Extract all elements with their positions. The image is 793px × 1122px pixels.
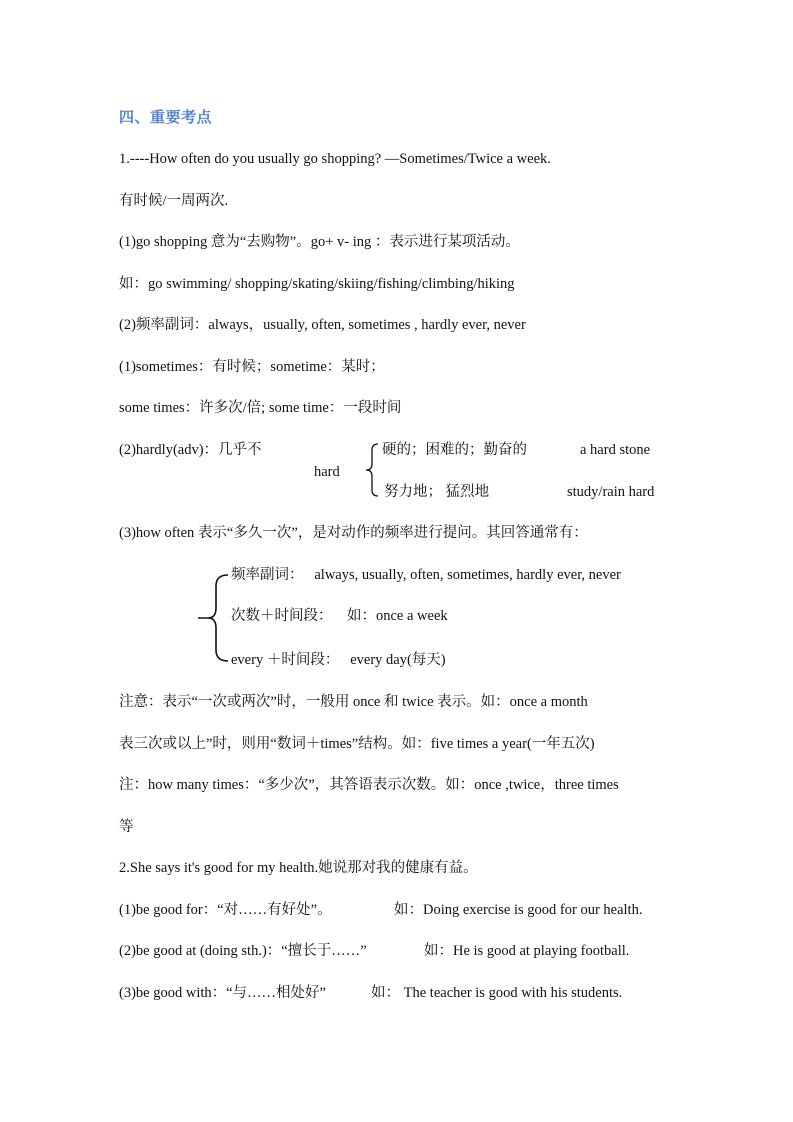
note-three-or-more: 表三次或以上”时，则用“数词＋times”结构。如：five times a year(一年五次): [119, 736, 595, 752]
good-for-phrase: (1)be good for：“对……有好处”。: [119, 902, 332, 918]
note-etc: 等: [119, 819, 134, 835]
answer-label: 次数＋时间段：: [231, 608, 333, 624]
hard-meaning-adv: 努力地； 猛烈地: [384, 484, 490, 500]
answer-times-period: [231, 606, 448, 626]
good-for-example: 如：Doing exercise is good for our health.: [394, 902, 643, 918]
answer-value: 如：once a week: [347, 608, 448, 624]
section-heading: 四、重要考点: [119, 108, 213, 126]
hard-example-adj: a hard stone: [580, 442, 651, 458]
point2-title: 2.She says it's good for my health.她说那对我的健康有益。: [119, 860, 478, 876]
good-at-phrase: (2)be good at (doing sth.)：“擅长于……”: [119, 943, 367, 959]
sometimes-note: (1)sometimes：有时候；sometime：某时；: [119, 359, 385, 375]
answer-value: every day(每天): [350, 652, 446, 668]
hard-meaning-adj: 硬的；困难的；勤奋的: [382, 442, 527, 458]
note-once-twice: 注意：表示“一次或两次”时，一般用 once 和 twice 表示。如：once a month: [119, 694, 588, 710]
hardly-note: (2)hardly(adv)：几乎不: [119, 442, 262, 458]
note-how-many-times: 注：how many times：“多少次”，其答语表示次数。如：once ,twice，three times: [119, 777, 619, 793]
some-times-note: some times：许多次/倍; some time：一段时间: [119, 400, 402, 416]
go-shopping-note: (1)go shopping 意为“去购物”。go+ v- ing ：表示进行某项活动。: [119, 234, 520, 250]
how-often-note: (3)how often 表示“多久一次”，是对动作的频率进行提问。其回答通常有：: [119, 525, 588, 541]
point1-question: 1.----How often do you usually go shopping? —Sometimes/Twice a week.: [119, 151, 551, 167]
answer-every-period: [231, 650, 446, 670]
frequency-adverbs: (2)频率副词：always，usually, often, sometimes , hardly ever, never: [119, 317, 526, 333]
go-ving-examples: 如：go swimming/ shopping/skating/skiing/fishing/climbing/hiking: [119, 276, 515, 292]
answer-label: every ＋时间段：: [231, 652, 340, 668]
answer-value: always, usually, often, sometimes, hardly ever, never: [314, 567, 621, 583]
left-brace-icon: [364, 442, 380, 498]
answer-label: 频率副词：: [231, 567, 304, 583]
point1-translation: 有时候/一周两次.: [119, 193, 229, 209]
answer-adverbs-label: [231, 565, 621, 585]
good-at-example: 如：He is good at playing football.: [424, 943, 630, 959]
good-with-phrase: (3)be good with：“与……相处好”: [119, 985, 326, 1001]
left-brace-icon: [196, 572, 230, 664]
good-with-example: 如： The teacher is good with his students.: [371, 985, 623, 1001]
hard-word: hard: [314, 464, 340, 480]
hard-example-adv: study/rain hard: [567, 484, 655, 500]
